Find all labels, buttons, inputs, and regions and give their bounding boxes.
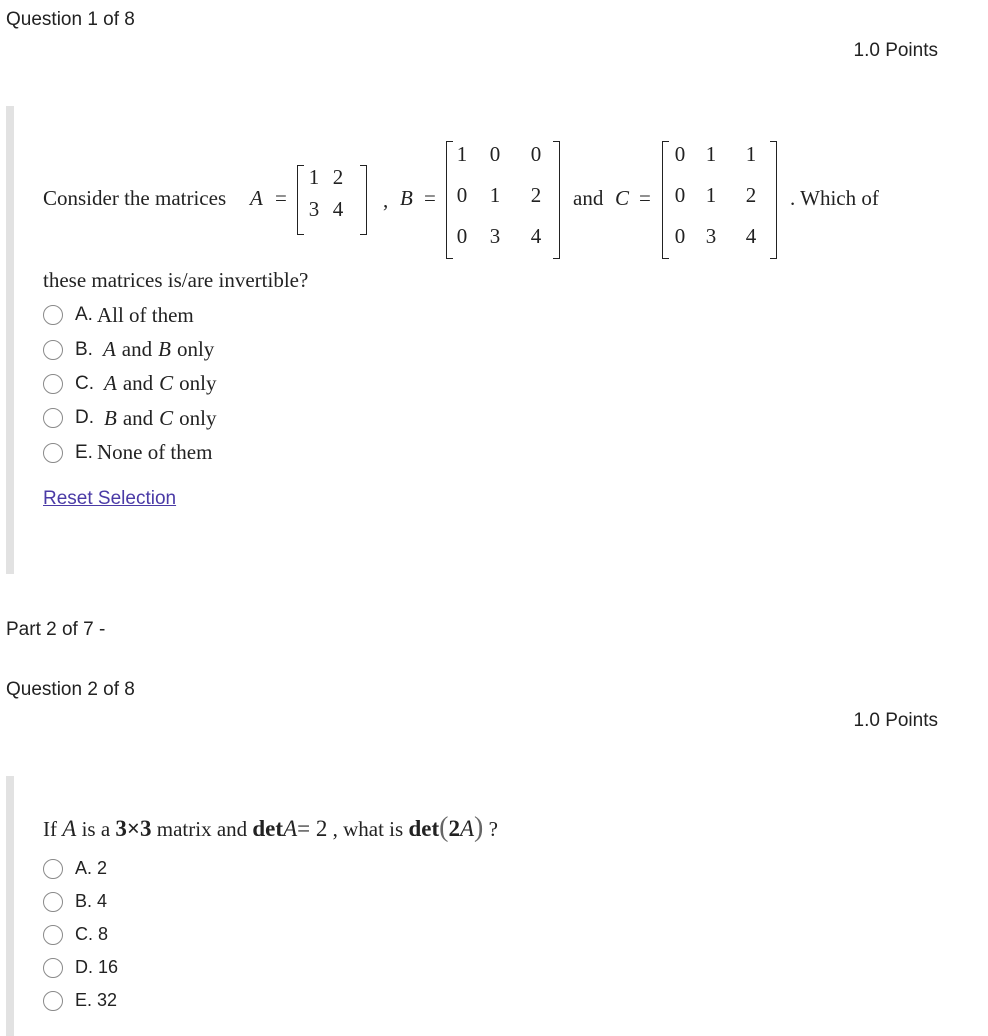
matrix-A-cell: 4 [332, 197, 344, 221]
right-paren: ) [474, 812, 484, 843]
choice-math [98, 406, 217, 431]
question-2-heading: Question 2 of 8 [6, 679, 135, 700]
choice-letter: A. [75, 304, 93, 326]
matrix-B-cell: 0 [456, 183, 468, 207]
choice-b[interactable] [43, 332, 217, 366]
matrix-A [302, 165, 350, 229]
is-a: is a [81, 817, 111, 841]
choice-math [97, 337, 214, 362]
question-1-heading: Question 1 of 8 [6, 9, 135, 30]
matrix-A-label: A [250, 186, 263, 210]
matrix-C-cell: 2 [745, 183, 757, 207]
matrix-B-cell: 4 [530, 224, 542, 248]
choice-d[interactable] [43, 401, 217, 435]
comma: , [383, 188, 389, 212]
choice-math [98, 371, 217, 396]
var: C [159, 371, 174, 396]
choice-letter: E. [75, 441, 93, 463]
question-2-choices [43, 852, 118, 1017]
equals-sign: = [639, 186, 651, 210]
word: only [179, 405, 217, 430]
matrix-B-cell: 1 [489, 183, 501, 207]
and-word: and [573, 186, 604, 210]
matrix-C-cell: 0 [674, 224, 686, 248]
left-paren: ( [439, 812, 449, 843]
var: B [158, 337, 171, 362]
choice-text: C. 8 [75, 924, 109, 944]
question-mark: ? [488, 817, 498, 841]
word: only [179, 371, 217, 396]
matrix-B-cell: 3 [489, 224, 501, 248]
matrix-A-cell: 2 [332, 165, 344, 189]
choice-text: E. 32 [75, 990, 118, 1010]
var-A: A [283, 816, 298, 841]
matrix-C-cell: 0 [674, 142, 686, 166]
reset-selection-link[interactable]: Reset Selection [43, 488, 177, 509]
matrix-C-cell: 3 [705, 224, 717, 248]
det-word: det [252, 816, 284, 841]
two: 2 [448, 816, 460, 841]
word: and [121, 337, 153, 362]
dims: 3×3 [115, 816, 152, 841]
choice-letter: C. [75, 372, 94, 394]
question-2-points: 1.0 Points [853, 710, 938, 731]
radio-button[interactable] [43, 305, 63, 325]
matrix-C-cell: 0 [674, 183, 686, 207]
matrix-C-cell: 4 [745, 224, 757, 248]
var-A: A [62, 816, 77, 841]
matrix-C-cell: 1 [705, 142, 717, 166]
matrix-B-cell: 2 [530, 183, 542, 207]
det-word: det [408, 816, 440, 841]
matrix-A-cell: 3 [308, 197, 320, 221]
choice-text: A. 2 [75, 858, 108, 878]
choice-text: D. 16 [75, 957, 119, 977]
matrix-B-right-bracket [553, 141, 560, 259]
radio-button[interactable] [43, 443, 63, 463]
radio-button[interactable] [43, 925, 63, 945]
word: only [176, 337, 215, 362]
matrix-B [449, 142, 557, 260]
radio-button[interactable] [43, 958, 63, 978]
matrix-C-cell: 1 [705, 183, 717, 207]
matrix-B-label: B [400, 186, 413, 210]
matrix-C [667, 142, 773, 260]
what-is: , what is [332, 817, 404, 841]
part-heading: Part 2 of 7 - [6, 619, 106, 640]
choice-e[interactable] [43, 436, 217, 470]
var: A [104, 371, 117, 396]
var: C [159, 405, 174, 430]
choice-text: None of them [96, 440, 213, 465]
matrix-B-cell: 0 [456, 224, 468, 248]
question-1-choices [43, 298, 217, 470]
choice-a[interactable] [43, 852, 118, 885]
choice-text: B. 4 [75, 891, 108, 911]
choice-e[interactable] [43, 984, 118, 1017]
stem-suffix: . Which of [790, 186, 879, 210]
equals-sign: = [424, 186, 436, 210]
question-1-points: 1.0 Points [853, 40, 938, 61]
matrix-B-cell: 1 [456, 142, 468, 166]
matrix-B-cell: 0 [530, 142, 542, 166]
if-word: If [43, 817, 57, 841]
choice-b[interactable] [43, 885, 118, 918]
equals-sign: = [275, 186, 287, 210]
radio-button[interactable] [43, 340, 63, 360]
radio-button[interactable] [43, 991, 63, 1011]
choice-a[interactable] [43, 298, 217, 332]
question-2-side-bar [6, 776, 14, 1036]
stem-line-2: these matrices is/are invertible? [43, 268, 309, 292]
var-A: A [459, 816, 474, 841]
matrix-A-cell: 1 [308, 165, 320, 189]
var: A [102, 337, 116, 362]
matrix-B-cell: 0 [489, 142, 501, 166]
matrix-A-right-bracket [360, 165, 367, 235]
matrix-C-cell: 1 [745, 142, 757, 166]
word: and [122, 371, 154, 396]
choice-d[interactable] [43, 951, 118, 984]
radio-button[interactable] [43, 408, 63, 428]
stem-prefix: Consider the matrices [43, 186, 227, 210]
equals-two: = 2 [297, 816, 328, 841]
word: and [122, 405, 154, 430]
var: B [104, 405, 117, 430]
choice-text: All of them [96, 302, 194, 327]
matrix-and: matrix and [156, 817, 248, 841]
radio-button[interactable] [43, 859, 63, 879]
question-2-stem [43, 812, 498, 844]
choice-letter: B. [75, 338, 93, 360]
matrix-C-label: C [615, 186, 630, 210]
choice-letter: D. [75, 407, 94, 429]
radio-button[interactable] [43, 374, 63, 394]
choice-c[interactable] [43, 367, 217, 401]
choice-c[interactable] [43, 918, 118, 951]
matrix-C-right-bracket [770, 141, 777, 259]
question-1-side-bar [6, 106, 14, 574]
radio-button[interactable] [43, 892, 63, 912]
